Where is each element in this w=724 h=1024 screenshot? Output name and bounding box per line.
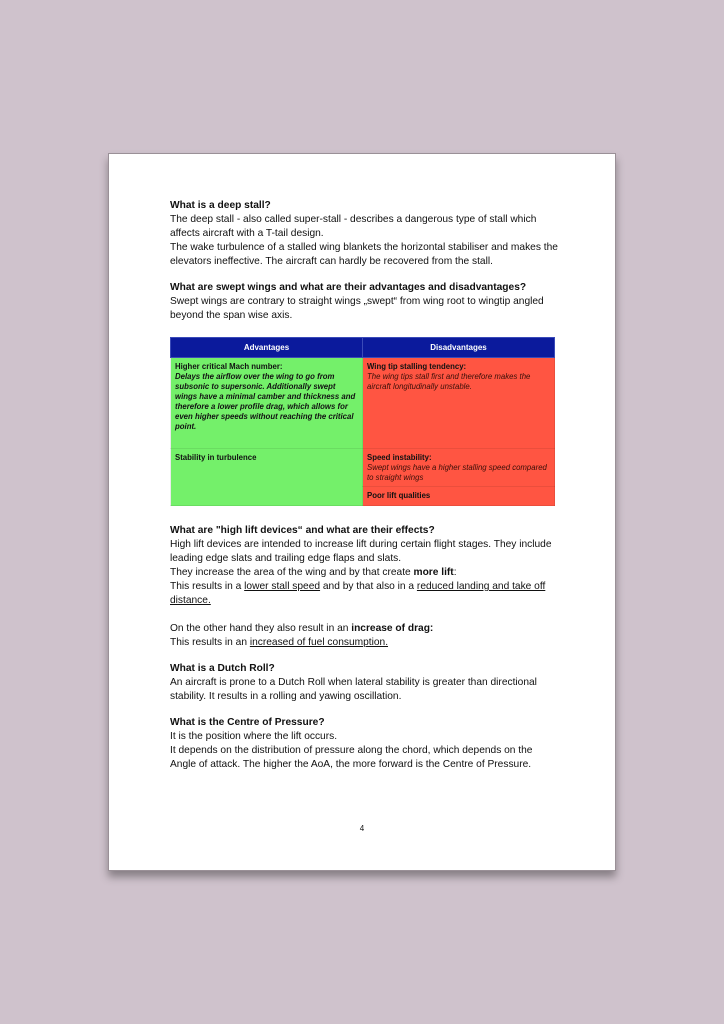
dutch-roll-definition: An aircraft is prone to a Dutch Roll when lateral stability is greater than directional stability. It results in a rolling and yawing oscillation.: [170, 677, 537, 702]
fuel-text: This results in an increased of fuel consumption.: [170, 637, 389, 648]
swept-wings-heading: What are swept wings and what are their advantages and disadvantages?: [170, 282, 527, 293]
drag-text: On the other hand they also result in an increase of drag:: [170, 623, 434, 634]
high-lift-definition: High lift devices are intended to increase lift during certain flight stages. They include leading edge slats and trailing edge flaps and slats.: [170, 539, 552, 564]
disadvantage-cell-speed: [363, 449, 555, 487]
document-page: [108, 153, 616, 871]
disadvantage-cell-lift: [363, 487, 555, 506]
advantage-body-mach: Delays the airflow over the wing to go from subsonic to supersonic. Additionally swept wings have a minimal camber and thickness and therefore a lower profile drag, which allows for even higher speeds without reaching the critical point.: [175, 372, 356, 431]
fuel-consumption-text: increased of fuel consumption.: [249, 637, 389, 648]
lower-stall-speed-text: lower stall speed: [244, 581, 321, 592]
deep-stall-explanation: The wake turbulence of a stalled wing blankets the horizontal stabiliser and makes the elevators ineffective. The aircraft can hardly be recovered from the stall.: [170, 242, 558, 267]
swept-wings-definition: Swept wings are contrary to straight wings „swept“ from wing root to wingtip angled beyond the span wise axis.: [170, 296, 544, 321]
advantages-header: Advantages: [171, 338, 363, 358]
high-lift-area-text: They increase the area of the wing and by that create more lift:: [170, 567, 457, 578]
increase-drag-emphasis: increase of drag:: [351, 623, 434, 634]
dutch-roll-heading: What is a Dutch Roll?: [170, 663, 275, 674]
advantage-cell-turbulence: [171, 449, 363, 506]
disadvantage-cell-wingtip: [363, 358, 555, 449]
advantage-title-turbulence: Stability in turbulence: [175, 453, 257, 462]
page-content: [170, 199, 560, 772]
more-lift-emphasis: more lift: [413, 567, 454, 578]
page-number: 4: [359, 824, 365, 833]
disadvantage-body-speed: Swept wings have a higher stalling speed compared to straight wings: [367, 463, 547, 482]
high-lift-heading: What are "high lift devices“ and what are their effects?: [170, 525, 435, 536]
centre-of-pressure-heading: What is the Centre of Pressure?: [170, 717, 325, 728]
deep-stall-heading: What is a deep stall?: [170, 200, 271, 211]
high-lift-result-text: This results in a lower stall speed and by that also in a reduced landing and take off distance.: [170, 581, 546, 606]
swept-wings-comparison-table: [170, 337, 555, 506]
disadvantage-title-lift: Poor lift qualities: [367, 491, 431, 500]
disadvantage-body-wingtip: The wing tips stall first and therefore makes the aircraft longitudinally unstable.: [367, 372, 531, 391]
centre-of-pressure-explanation: It depends on the distribution of pressure along the chord, which depends on the Angle of attack. The higher the AoA, the more forward is the Centre of Pressure.: [170, 745, 533, 770]
advantage-cell-mach: [171, 358, 363, 449]
reduced-distance-text: reduced landing and take off distance.: [170, 581, 546, 606]
disadvantage-title-wingtip: Wing tip stalling tendency:: [367, 362, 467, 371]
deep-stall-definition: The deep stall - also called super-stall - describes a dangerous type of stall which affects aircraft with a T-tail design.: [170, 214, 537, 239]
disadvantage-title-speed: Speed instability:: [367, 453, 432, 462]
centre-of-pressure-definition: It is the position where the lift occurs.: [170, 731, 338, 742]
advantage-title-mach: Higher critical Mach number:: [175, 362, 283, 371]
disadvantages-header: Disadvantages: [363, 338, 555, 358]
